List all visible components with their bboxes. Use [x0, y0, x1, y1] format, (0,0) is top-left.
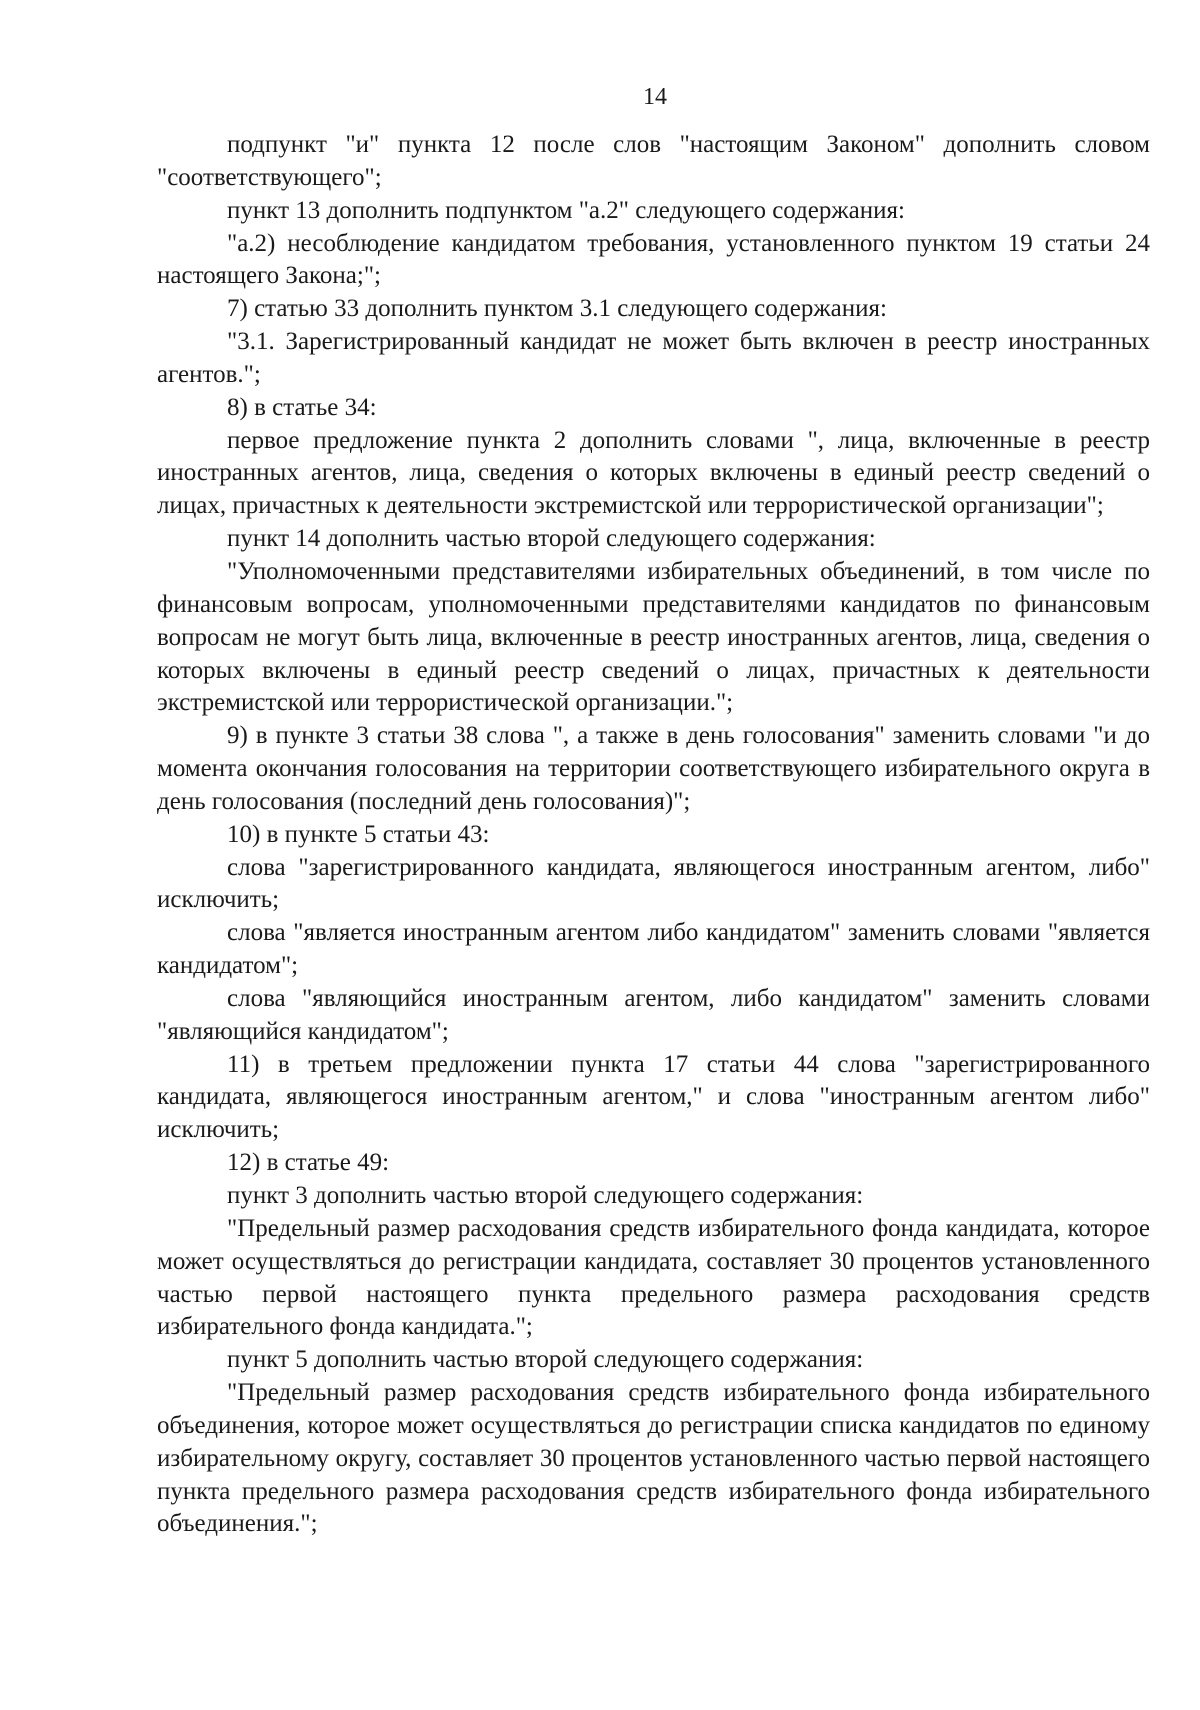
paragraph-13: слова "является иностранным агентом либо кандидатом" заменить словами "является кандидатом";	[157, 919, 1150, 980]
paragraph-8: пункт 14 дополнить частью второй следующего содержания:	[227, 525, 876, 553]
paragraph-18: "Предельный размер расходования средств избирательного фонда кандидата, которое может осуществляться до регистрации кандидата, составляет 30 процентов установленного частью первой настоящего пункта предельного размера расходования средств избирательного фонда кандидата.";	[157, 1214, 1150, 1341]
paragraph-20: "Предельный размер расходования средств избирательного фонда избирательного объединения, которое может осуществляться до регистрации списка кандидатов по единому избирательному округу, составляет 30 процентов установленного частью первой настоящего пункта предельного размера расходования средств избирательного фонда избирательного объединения.";	[157, 1379, 1150, 1538]
paragraph-19: пункт 5 дополнить частью второй следующего содержания:	[227, 1346, 864, 1374]
page-number: 14	[643, 84, 667, 110]
paragraph-1: подпункт "и" пункта 12 после слов "настоящим Законом" дополнить словом "соответствующего";	[157, 131, 1150, 191]
paragraph-14: слова "являющийся иностранным агентом, либо кандидатом" заменить словами "являющийся кандидатом";	[157, 984, 1150, 1045]
paragraph-16: 12) в статье 49:	[227, 1149, 390, 1177]
paragraph-9: "Уполномоченными представителями избирательных объединений, в том числе по финансовым вопросам, уполномоченными представителями кандидатов по финансовым вопросам не могут быть лица, включенные в реестр иностранных агентов, лица, сведения о которых включены в единый реестр сведений о лицах, причастных к деятельности экстремистской или террористической организации.";	[157, 557, 1150, 717]
document-body	[157, 129, 1150, 1541]
paragraph-12: слова "зарегистрированного кандидата, являющегося иностранным агентом, либо" исключить;	[157, 853, 1150, 914]
paragraph-4: 7) статью 33 дополнить пунктом 3.1 следующего содержания:	[227, 295, 887, 323]
paragraph-15: 11) в третьем предложении пункта 17 статьи 44 слова "зарегистрированного кандидата, являющегося иностранным агентом," и слова "иностранным агентом либо" исключить;	[157, 1050, 1150, 1144]
paragraph-6: 8) в статье 34:	[227, 393, 377, 421]
paragraph-2: пункт 13 дополнить подпунктом "а.2" следующего содержания:	[227, 196, 905, 224]
paragraph-10: 9) в пункте 3 статьи 38 слова ", а также в день голосования" заменить словами "и до момента окончания голосования на территории соответствующего избирательного округа в день голосования (последний день голосования)";	[157, 722, 1150, 815]
paragraph-7: первое предложение пункта 2 дополнить словами ", лица, включенные в реестр иностранных агентов, лица, сведения о которых включены в единый реестр сведений о лицах, причастных к деятельности экстремистской или террористической организации";	[157, 426, 1150, 520]
paragraph-17: пункт 3 дополнить частью второй следующего содержания:	[227, 1182, 864, 1209]
paragraph-3: "а.2) несоблюдение кандидатом требования, установленного пунктом 19 статьи 24 настоящего Закона;";	[157, 229, 1150, 290]
paragraph-11: 10) в пункте 5 статьи 43:	[227, 820, 490, 848]
paragraph-5: "3.1. Зарегистрированный кандидат не может быть включен в реестр иностранных агентов.";	[157, 328, 1150, 388]
